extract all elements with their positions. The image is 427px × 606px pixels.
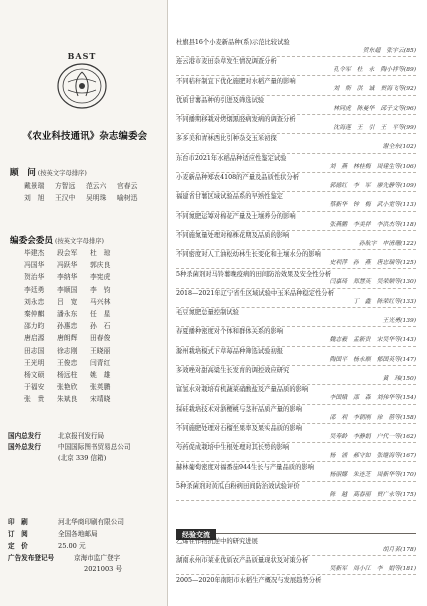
advisor-name: 刘 旭 xyxy=(24,194,45,203)
ad-registration-number-value: 2021003 号 xyxy=(84,565,123,573)
member-name: 李 钧 xyxy=(90,285,111,294)
member-name: 段会军 xyxy=(57,249,78,257)
toc-title: 杜旗县16个小麦新品种(系)示范比较试验 xyxy=(176,39,290,46)
foreign-distributor-address xyxy=(8,452,106,462)
toc-entry[interactable] xyxy=(176,96,416,115)
domestic-distributor xyxy=(8,430,104,440)
toc-title: 连云港市麦田杂草发生情况调查分析 xyxy=(176,58,277,66)
toc-entry[interactable] xyxy=(176,347,416,366)
toc-authors: 孙航宇 申清珊(122) xyxy=(358,240,416,247)
toc-authors: 邵 利 李朝刚 徐 蓓等(158) xyxy=(329,414,416,421)
bast-logo xyxy=(46,50,118,112)
member-name: 于福安 xyxy=(24,383,45,392)
toc-authors: 李国娥 邵 森 刘伟华等(154) xyxy=(329,395,416,402)
toc-title: 2018—2021年辽宁省生区域试验中玉米品种稳定性分析 xyxy=(176,289,334,297)
toc-title: 5种杀菌剂对黄瓜白粉病田间防治效试验评价 xyxy=(176,482,300,490)
member-name: 孙 石 xyxy=(90,322,111,331)
member-name: 贺治华 xyxy=(24,273,45,282)
member-row xyxy=(24,357,166,369)
toc-authors: 王光勇(139) xyxy=(382,318,416,325)
toc-entry[interactable] xyxy=(176,482,416,501)
member-row xyxy=(24,259,166,271)
member-name: 李廷勇 xyxy=(24,285,45,294)
price xyxy=(8,540,86,550)
member-name: 冯跃华 xyxy=(57,261,78,270)
member-name: 杨远柱 xyxy=(57,370,78,379)
editorial-heading-text: 编委会委员 xyxy=(10,236,53,246)
member-name: 张英鹏 xyxy=(90,383,111,392)
advisor-name: 戴景瑞 xyxy=(24,182,45,190)
section-heading: 经验交流 xyxy=(176,529,216,540)
toc-authors: 吴新军 周小江 李 娟等(181) xyxy=(329,566,416,573)
member-name: 田志国 xyxy=(24,346,45,355)
member-name: 任 星 xyxy=(90,309,111,318)
member-name: 杜 琼 xyxy=(90,249,111,257)
foreign-distributor-value: 中国国际图书贸易总公司 xyxy=(58,443,131,451)
member-row xyxy=(24,393,166,405)
toc-entry[interactable] xyxy=(176,212,416,231)
member-name: 张艳欣 xyxy=(57,383,78,392)
toc-title: 不同秸秆制宜下优化施肥对水稻产量的影响 xyxy=(176,77,296,85)
toc-authors: 沈海莲 王 引 王 平等(99) xyxy=(333,125,416,132)
member-name: 潘永东 xyxy=(57,309,78,318)
member-name: 朱斌良 xyxy=(57,395,78,404)
toc-authors: 胡月茗(178) xyxy=(382,546,416,553)
member-name: 秦仲麒 xyxy=(24,309,45,318)
toc-authors: 陈 越 高春丽 贾广永等(175) xyxy=(329,491,416,498)
toc-title: 小麦新品种郑农4108的产量及品质性状分析 xyxy=(176,174,300,182)
toc-entry[interactable] xyxy=(176,192,416,211)
member-name: 杨文硕 xyxy=(24,370,45,379)
member-name: 唐启源 xyxy=(24,334,45,343)
toc-entry[interactable] xyxy=(176,405,416,424)
toc-entry[interactable] xyxy=(176,173,416,192)
advisors-row xyxy=(24,180,166,192)
toc-authors: 谢全东(102) xyxy=(382,144,416,151)
toc-authors: 刘 斯 洪 诚 贾海飞等(92) xyxy=(333,86,416,93)
svg-text:BAST: BAST xyxy=(67,51,97,61)
toc-title: 优质甘薯品种的引进及筛选试验 xyxy=(176,96,265,104)
toc-title: 2005—2020年南阳市水稻生产概况与发展趋势分析 xyxy=(176,576,322,584)
member-name: 王光明 xyxy=(24,358,45,367)
member-name: 宋靖晓 xyxy=(90,395,111,404)
member-name: 王俊忠 xyxy=(57,358,78,367)
advisors-row xyxy=(24,192,166,204)
toc-entry[interactable] xyxy=(176,424,416,443)
table-of-contents xyxy=(176,38,416,501)
ad-registration-number xyxy=(8,563,122,573)
toc-authors: 吴寿龄 李静娟 户代一等(162) xyxy=(329,433,416,440)
member-name: 刘永忠 xyxy=(24,297,45,306)
member-row xyxy=(24,296,166,308)
toc-entry[interactable] xyxy=(176,308,416,327)
printer xyxy=(8,516,124,526)
toc-authors: 孔令军 杜 永 陶小祥等(89) xyxy=(333,67,416,74)
member-row xyxy=(24,332,166,344)
toc-entry[interactable] xyxy=(176,115,416,134)
toc-title: 多效唑对甜高粱生长发育的调控效应研究 xyxy=(176,367,290,375)
toc-entry[interactable] xyxy=(176,556,416,575)
toc-title: 5种杀菌剂对马铃薯晚疫病的田间防治效果及安全性分析 xyxy=(176,270,332,278)
member-name: 徐志刚 xyxy=(57,346,78,355)
toc-entry[interactable] xyxy=(176,366,416,385)
toc-title: 不同施肥处理对石榴坐果率及果实品质的影响 xyxy=(176,424,302,432)
section-header-bar xyxy=(176,522,416,539)
toc-entry[interactable] xyxy=(176,576,416,595)
member-row xyxy=(24,247,166,259)
member-name: 田春俊 xyxy=(90,334,111,343)
toc-entry[interactable] xyxy=(176,385,416,404)
member-name: 郭庆良 xyxy=(90,261,111,270)
advisors-heading xyxy=(10,166,87,178)
member-row xyxy=(24,320,166,332)
member-name: 孙惠忠 xyxy=(57,322,78,331)
toc-entry[interactable] xyxy=(176,443,416,462)
member-row xyxy=(24,369,166,381)
member-row xyxy=(24,271,166,283)
toc-authors: 魏志毅 孟新贵 宋吴华等(143) xyxy=(329,337,416,344)
toc-authors: 蔡新华 钟 梅 武小宽等(113) xyxy=(329,202,416,209)
toc-entry[interactable] xyxy=(176,270,416,289)
column-divider xyxy=(167,0,168,606)
member-name: 唐朗辉 xyxy=(57,334,78,343)
toc-title: 不同施氮量处理对棉株花期及品质的影响 xyxy=(176,231,290,239)
toc-authors: 史利萍 孙 燕 唐忠瑞等(125) xyxy=(329,260,416,267)
editorial-sort-note: (按英文字母排序) xyxy=(54,238,104,245)
ad-registration-label: 广告发布登记号 xyxy=(8,554,55,562)
editorial-members-list xyxy=(24,247,166,405)
member-name: 李纳华 xyxy=(57,273,78,282)
toc-authors: 林同虎 陈曼华 邱子文等(96) xyxy=(333,105,416,112)
toc-divider xyxy=(176,500,416,501)
subscription xyxy=(8,528,98,538)
toc-entry[interactable] xyxy=(176,289,416,308)
advisor-name: 喻树迅 xyxy=(117,194,138,203)
toc-authors: 陶国平 杨永顺 郁国英等(147) xyxy=(329,356,416,363)
editorial-board-column xyxy=(0,0,167,606)
toc-entry[interactable] xyxy=(176,537,416,556)
experience-exchange-section xyxy=(176,522,416,595)
toc-authors: 闫嘉琦 郑慧英 吴荣顺等(130) xyxy=(329,279,416,286)
toc-entry[interactable] xyxy=(176,77,416,96)
toc-entry[interactable] xyxy=(176,327,416,346)
editorial-heading xyxy=(10,234,104,246)
member-name: 李顺国 xyxy=(57,285,78,294)
subscription-label: 订 阅 xyxy=(8,530,28,538)
foreign-distributor-mailbox: (北京 339 信箱) xyxy=(58,454,107,462)
member-name: 吕 宽 xyxy=(57,297,78,306)
toc-entry[interactable] xyxy=(176,57,416,76)
advisor-name: 官春云 xyxy=(117,182,138,190)
toc-authors: 黄 玮(150) xyxy=(382,375,416,382)
toc-title: 毛豆氮肥总量控制试验 xyxy=(176,309,239,317)
member-name: 王晓丽 xyxy=(90,346,111,355)
member-name: 冯国华 xyxy=(24,261,45,270)
member-name: 李宪虎 xyxy=(90,273,111,282)
ad-registration-value: 京海市监广登字 xyxy=(74,554,121,562)
member-name: 姚 雄 xyxy=(90,370,111,379)
toc-title: 春夏播种密度对个体和群体关系的影响 xyxy=(176,328,284,336)
toc-authors: 刘 燕 林桂梅 周建生等(106) xyxy=(329,163,416,170)
printer-value: 河北华商印刷有限公司 xyxy=(58,518,124,526)
toc-title: 不同密度对人工油松幼林生长变化和土壤水分的影响 xyxy=(176,251,321,259)
member-row xyxy=(24,381,166,393)
toc-entry[interactable] xyxy=(176,231,416,250)
toc-title: 乙烯在作物抗逆中的研究进展 xyxy=(176,538,258,545)
foreign-distributor-label: 国外总发行 xyxy=(8,443,41,451)
toc-authors: 贺东超 张宇云(85) xyxy=(362,47,416,54)
advisor-name: 范云六 xyxy=(86,182,107,190)
printer-label: 印 刷 xyxy=(8,518,28,526)
toc-title: 富氢水对栽培有机蔬菜硝酸盐及产量品质的影响 xyxy=(176,386,309,394)
advisors-heading-text: 顾 问 xyxy=(10,168,36,178)
member-name: 闫青红 xyxy=(90,358,111,367)
advisor-name: 方智远 xyxy=(55,182,76,190)
price-value: 25.00 元 xyxy=(58,542,86,550)
member-name: 张 贵 xyxy=(24,395,45,404)
advisors-sort-note: (按英文字母排序) xyxy=(37,170,87,177)
toc-title: 不同播期移栽对烤烟黑胫病发病的调查分析 xyxy=(176,116,296,124)
member-row xyxy=(24,284,166,296)
member-name: 马兴林 xyxy=(90,297,111,306)
toc-authors: 郭德红 李 军 廖先静等(109) xyxy=(329,182,416,189)
member-row xyxy=(24,345,166,357)
ad-registration xyxy=(8,552,120,562)
magazine-board-title: 《农业科技通讯》杂志编委会 xyxy=(22,131,148,142)
toc-title: 多多美和青林西比引种杂交玉米初探 xyxy=(176,135,277,143)
member-row xyxy=(24,308,166,320)
advisor-name: 王汉中 xyxy=(55,194,76,203)
toc-entry[interactable] xyxy=(176,463,416,482)
toc-title: 滁州栽培模式下草莓品种筛选试验初报 xyxy=(176,347,284,355)
member-name: 毕建杰 xyxy=(24,249,45,257)
toc-title: 赫林葡萄密度对福番茄944生长与产量品质的影响 xyxy=(176,463,314,471)
toc-entry[interactable] xyxy=(176,154,416,173)
domestic-distributor-label: 国内总发行 xyxy=(8,432,41,440)
toc-title: 东台市2021年水稻品种适应性鉴定试验 xyxy=(176,154,287,162)
foreign-distributor xyxy=(8,441,131,451)
toc-entry[interactable] xyxy=(176,38,416,57)
bast-emblem-icon xyxy=(46,50,118,112)
toc-title: 福建省甘薯区域试验品系的早熟性鉴定 xyxy=(176,193,284,201)
advisors-list xyxy=(24,180,166,204)
toc-authors: 丁 鑫 陈荣红等(133) xyxy=(353,298,416,305)
toc-title: 採硅栽培技术对浙樱桃与茎秆品质产量的影响 xyxy=(176,405,302,413)
toc-title: 湖南永州市菜业优质农产品质量现状及对策分析 xyxy=(176,557,309,565)
toc-authors: 杨丽娜 朱连芝 周新华等(170) xyxy=(329,472,416,479)
domestic-distributor-value: 北京报刊发行局 xyxy=(58,432,105,440)
subscription-value: 全国各地邮局 xyxy=(58,530,98,538)
member-name: 邵力昀 xyxy=(24,322,45,331)
toc-entry[interactable] xyxy=(176,134,416,153)
price-label: 定 价 xyxy=(8,542,28,550)
advisor-name: 吴明珠 xyxy=(86,194,107,203)
toc-authors: 杨 涌 郝守如 张继海等(167) xyxy=(329,453,416,460)
toc-title: 不同氮肥运筹对棉花产量及土壤养分的影响 xyxy=(176,212,296,220)
toc-title: 芍药促成栽培中生根处理对其长势的影响 xyxy=(176,444,290,452)
toc-authors: 张燕鹏 李美祥 李洪杰等(118) xyxy=(329,221,416,228)
toc-entry[interactable] xyxy=(176,250,416,269)
